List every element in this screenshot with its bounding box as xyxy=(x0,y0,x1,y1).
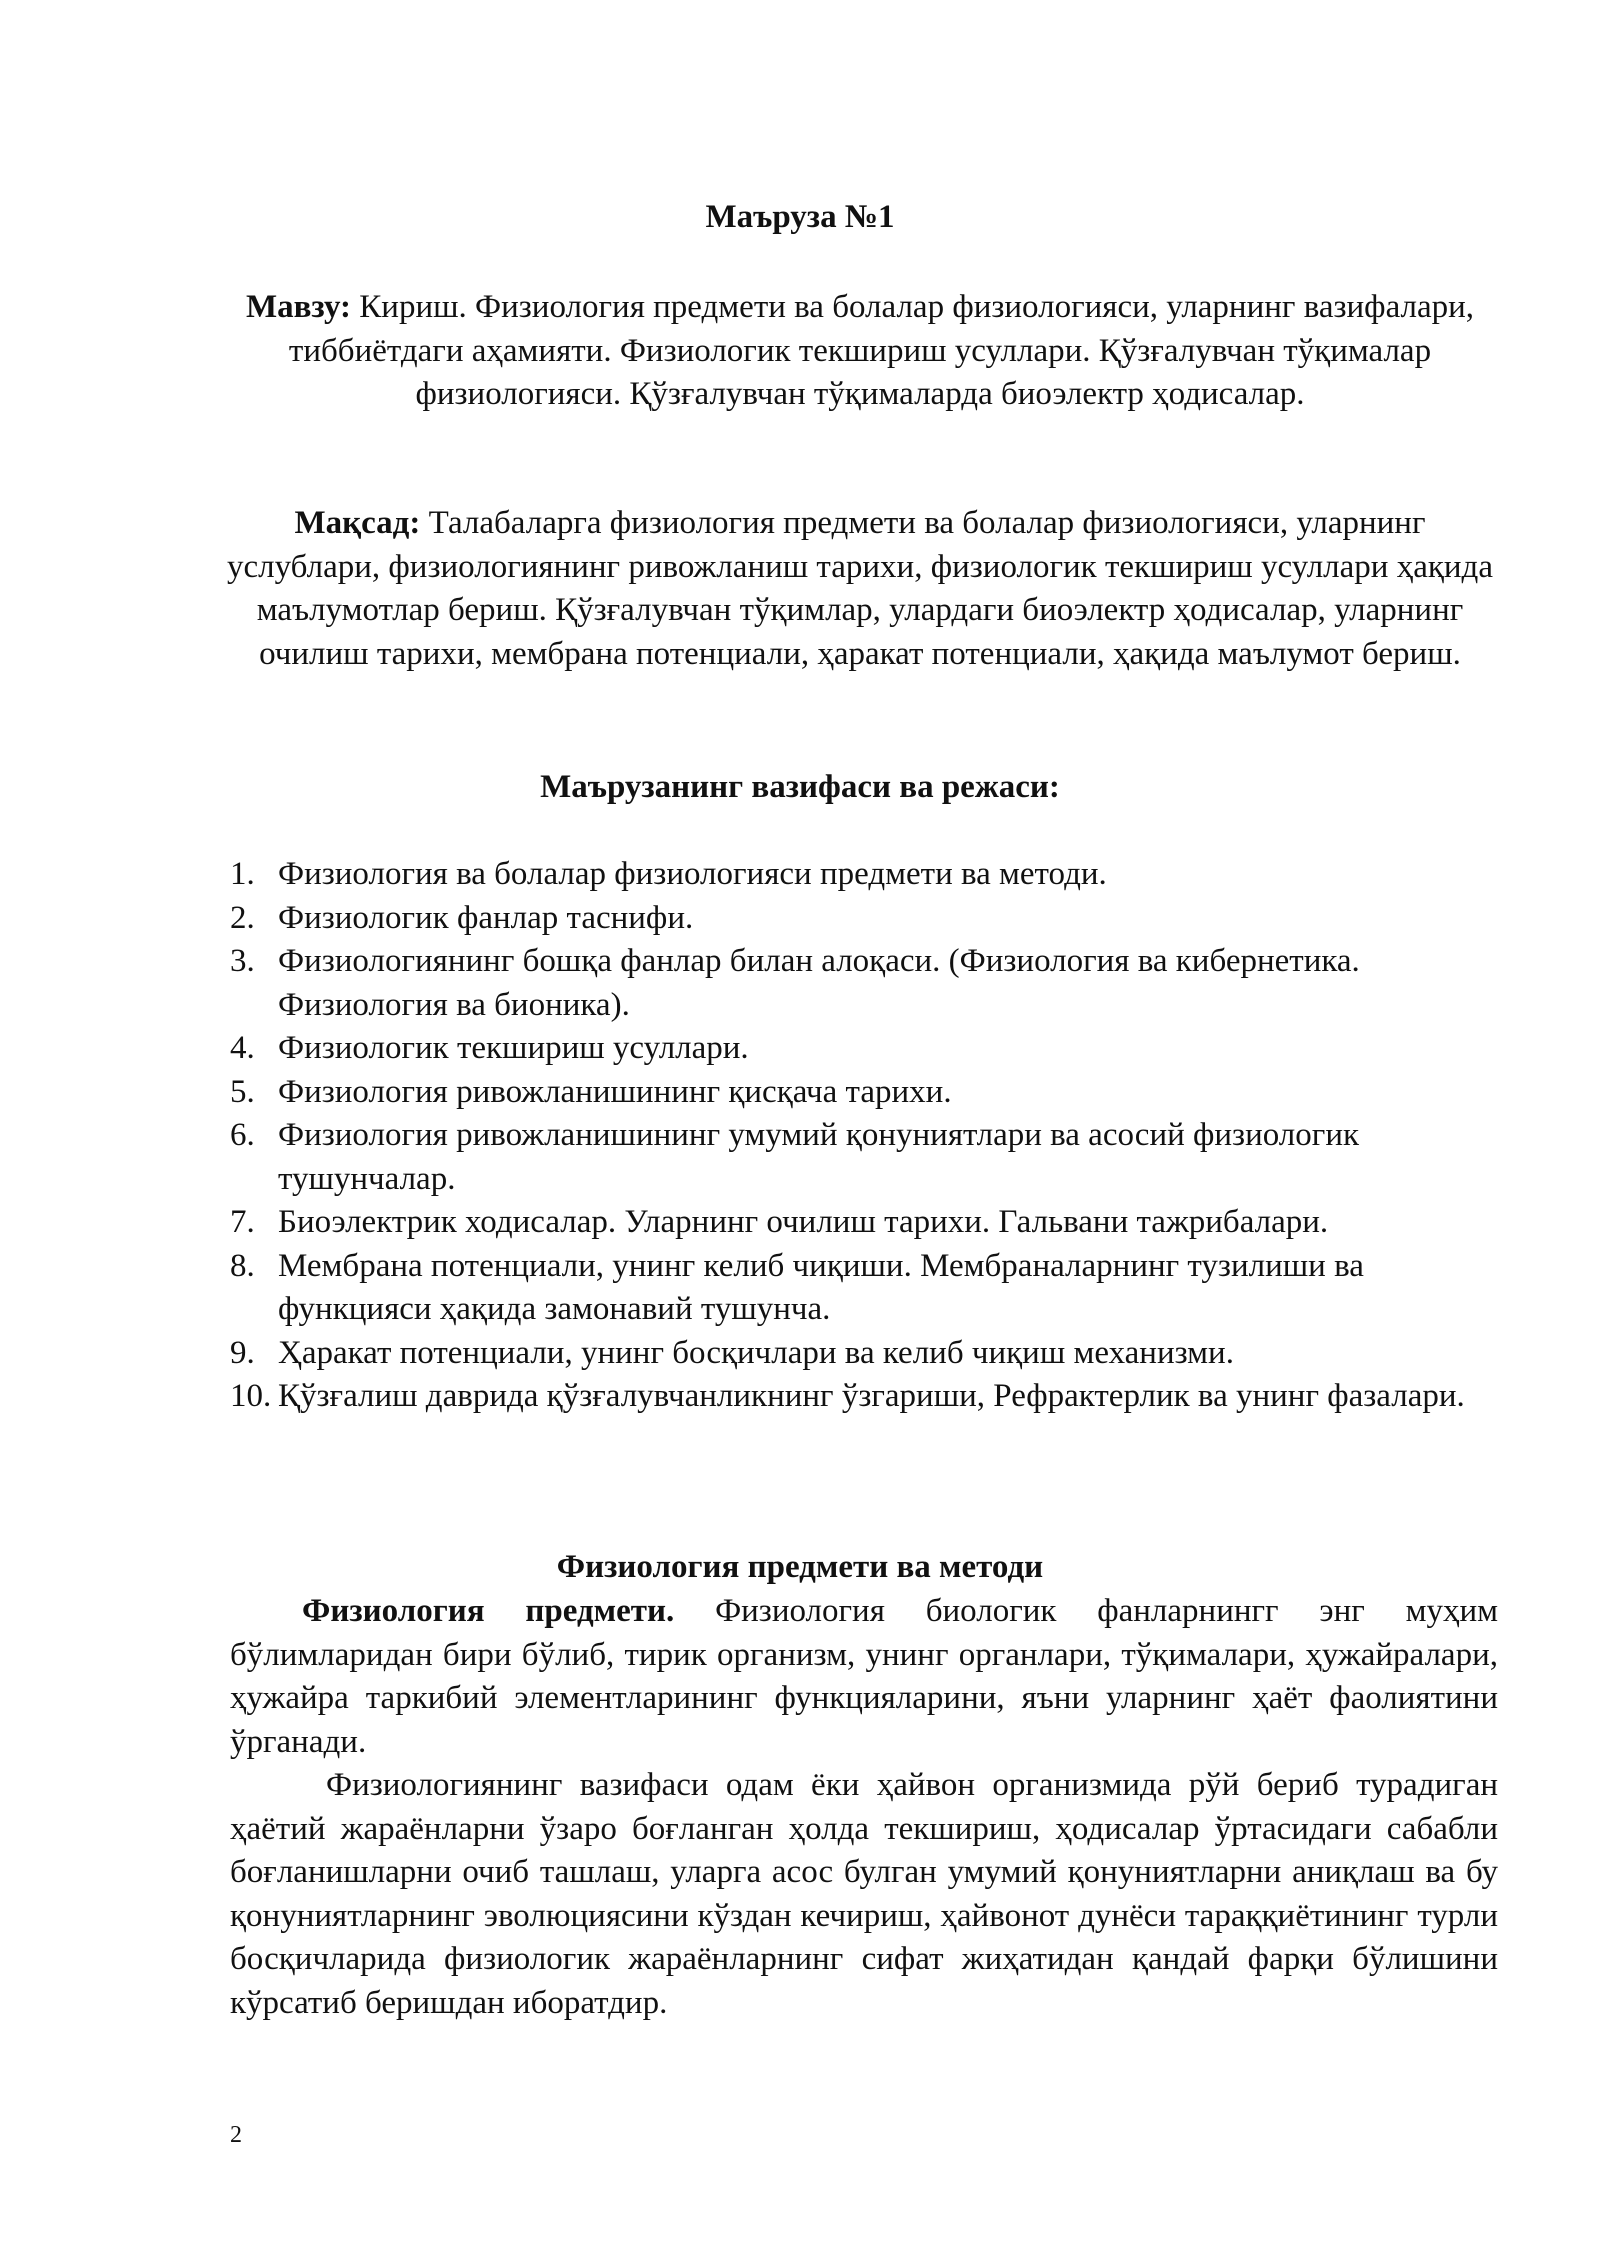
list-item-text: Физиология ривожланишининг қисқача тарихи. xyxy=(278,1073,952,1110)
paragraph-lead: Физиология предмети. xyxy=(302,1593,675,1629)
plan-list xyxy=(230,853,1498,1419)
list-item-text: Физиология ва болалар физиологияси предмети ва методи. xyxy=(278,856,1107,892)
body-paragraph-task: Физиологиянинг вазифаси одам ёки ҳайвон организмида рўй бериб турадиган ҳаётий жараёнларни ўзаро боғланган ҳолда текшириш, ҳодисалар ўртасидаги сабабли боғланишларни очиб ташлаш, уларга асос булган умумий қонуниятларни аниқлаш ва бу қонуниятларнинг эволюциясини кўздан кечириш, ҳайвонот дунёси тараққиётининг турли босқичларида физиологик жараёнларнинг сифат жиҳатидан қандай фарқи бўлишини кўрсатиб беришдан иборатдир. xyxy=(230,1767,1498,2021)
body-paragraph-subject xyxy=(230,1590,1498,1764)
list-item-text: Физиологик фанлар таснифи. xyxy=(278,899,694,936)
goal-text: Талабаларга физиология предмети ва болалар физиологияси, уларнинг услублари, физиологиянинг ривожланиш тарихи, физиологик текшириш усуллари ҳақида маълумотлар бериш. Қўзғалувчан тўқимлар, улардаги биоэлектр ҳодисалар, уларнинг очилиш тарихи, мембрана потенциали, ҳаракат потенциали, ҳақида маълумот бериш. xyxy=(227,505,1493,672)
lecture-title: Маъруза №1 xyxy=(705,199,895,235)
list-item-number: 7. xyxy=(230,1204,255,1240)
goal-block xyxy=(222,502,1498,676)
list-item-number: 10. xyxy=(230,1378,272,1414)
list-item xyxy=(230,1071,1498,1115)
list-item-number: 8. xyxy=(230,1247,255,1284)
list-item-number: 9. xyxy=(230,1334,255,1371)
list-item-number: 2. xyxy=(230,899,255,936)
list-item-number: 3. xyxy=(230,943,255,979)
topic-label: Мавзу: xyxy=(245,289,352,325)
list-item xyxy=(230,1114,1498,1201)
list-item xyxy=(230,897,1498,941)
plan-heading: Маърузанинг вазифаси ва режаси: xyxy=(540,769,1060,805)
list-item-number: 1. xyxy=(230,856,255,892)
page-number: 2 xyxy=(230,2122,242,2148)
topic-block xyxy=(222,286,1498,417)
list-item xyxy=(230,1027,1498,1071)
list-item-text: Физиология ривожланишининг умумий қонуниятлари ва асосий физиологик тушунчалар. xyxy=(278,1117,1360,1197)
goal-label: Мақсад: xyxy=(294,505,421,541)
list-item xyxy=(230,1375,1498,1419)
list-item-text: Физиологиянинг бошқа фанлар билан алоқаси. (Физиология ва кибернетика. Физиология ва бионика). xyxy=(278,943,1360,1023)
list-item xyxy=(230,1245,1498,1332)
list-item-text: Мембрана потенциали, унинг келиб чиқиши. Мембраналарнинг тузилиши ва функцияси ҳақида замонавий тушунча. xyxy=(278,1247,1364,1327)
topic-text: Кириш. Физиология предмети ва болалар физиологияси, уларнинг вазифалари, тиббиётдаги аҳамияти. Физиологик текшириш усуллари. Қўзғалувчан тўқималар физиологияси. Қўзғалувчан тўқималарда биоэлектр ҳодисалар. xyxy=(288,289,1475,412)
section-heading: Физиология предмети ва методи xyxy=(556,1549,1044,1585)
paragraph-text: Физиология биологик фанларнингг энг муҳим бўлимларидан бири бўлиб, тирик организм, унинг органлари, тўқималари, ҳужайралари, ҳужайра таркибий элементларининг функцияларини, яъни уларнинг ҳаёт фаолиятини ўрганади. xyxy=(230,1593,1498,1760)
list-item xyxy=(230,1201,1498,1245)
list-item xyxy=(230,853,1498,897)
list-item xyxy=(230,940,1498,1027)
list-item-number: 5. xyxy=(230,1073,255,1110)
list-item-text: Ҳаракат потенциали, унинг босқичлари ва келиб чиқиш механизми. xyxy=(278,1334,1234,1371)
list-item-text: Физиологик текшириш усуллари. xyxy=(278,1030,749,1066)
list-item-number: 6. xyxy=(230,1117,255,1153)
list-item-number: 4. xyxy=(230,1030,255,1066)
list-item-text: Қўзғалиш даврида қўзғалувчанликнинг ўзгариши, Рефрактерлик ва унинг фазалари. xyxy=(278,1378,1465,1414)
list-item xyxy=(230,1332,1498,1376)
list-item-text: Биоэлектрик ходисалар. Уларнинг очилиш тарихи. Гальвани тажрибалари. xyxy=(278,1204,1329,1240)
